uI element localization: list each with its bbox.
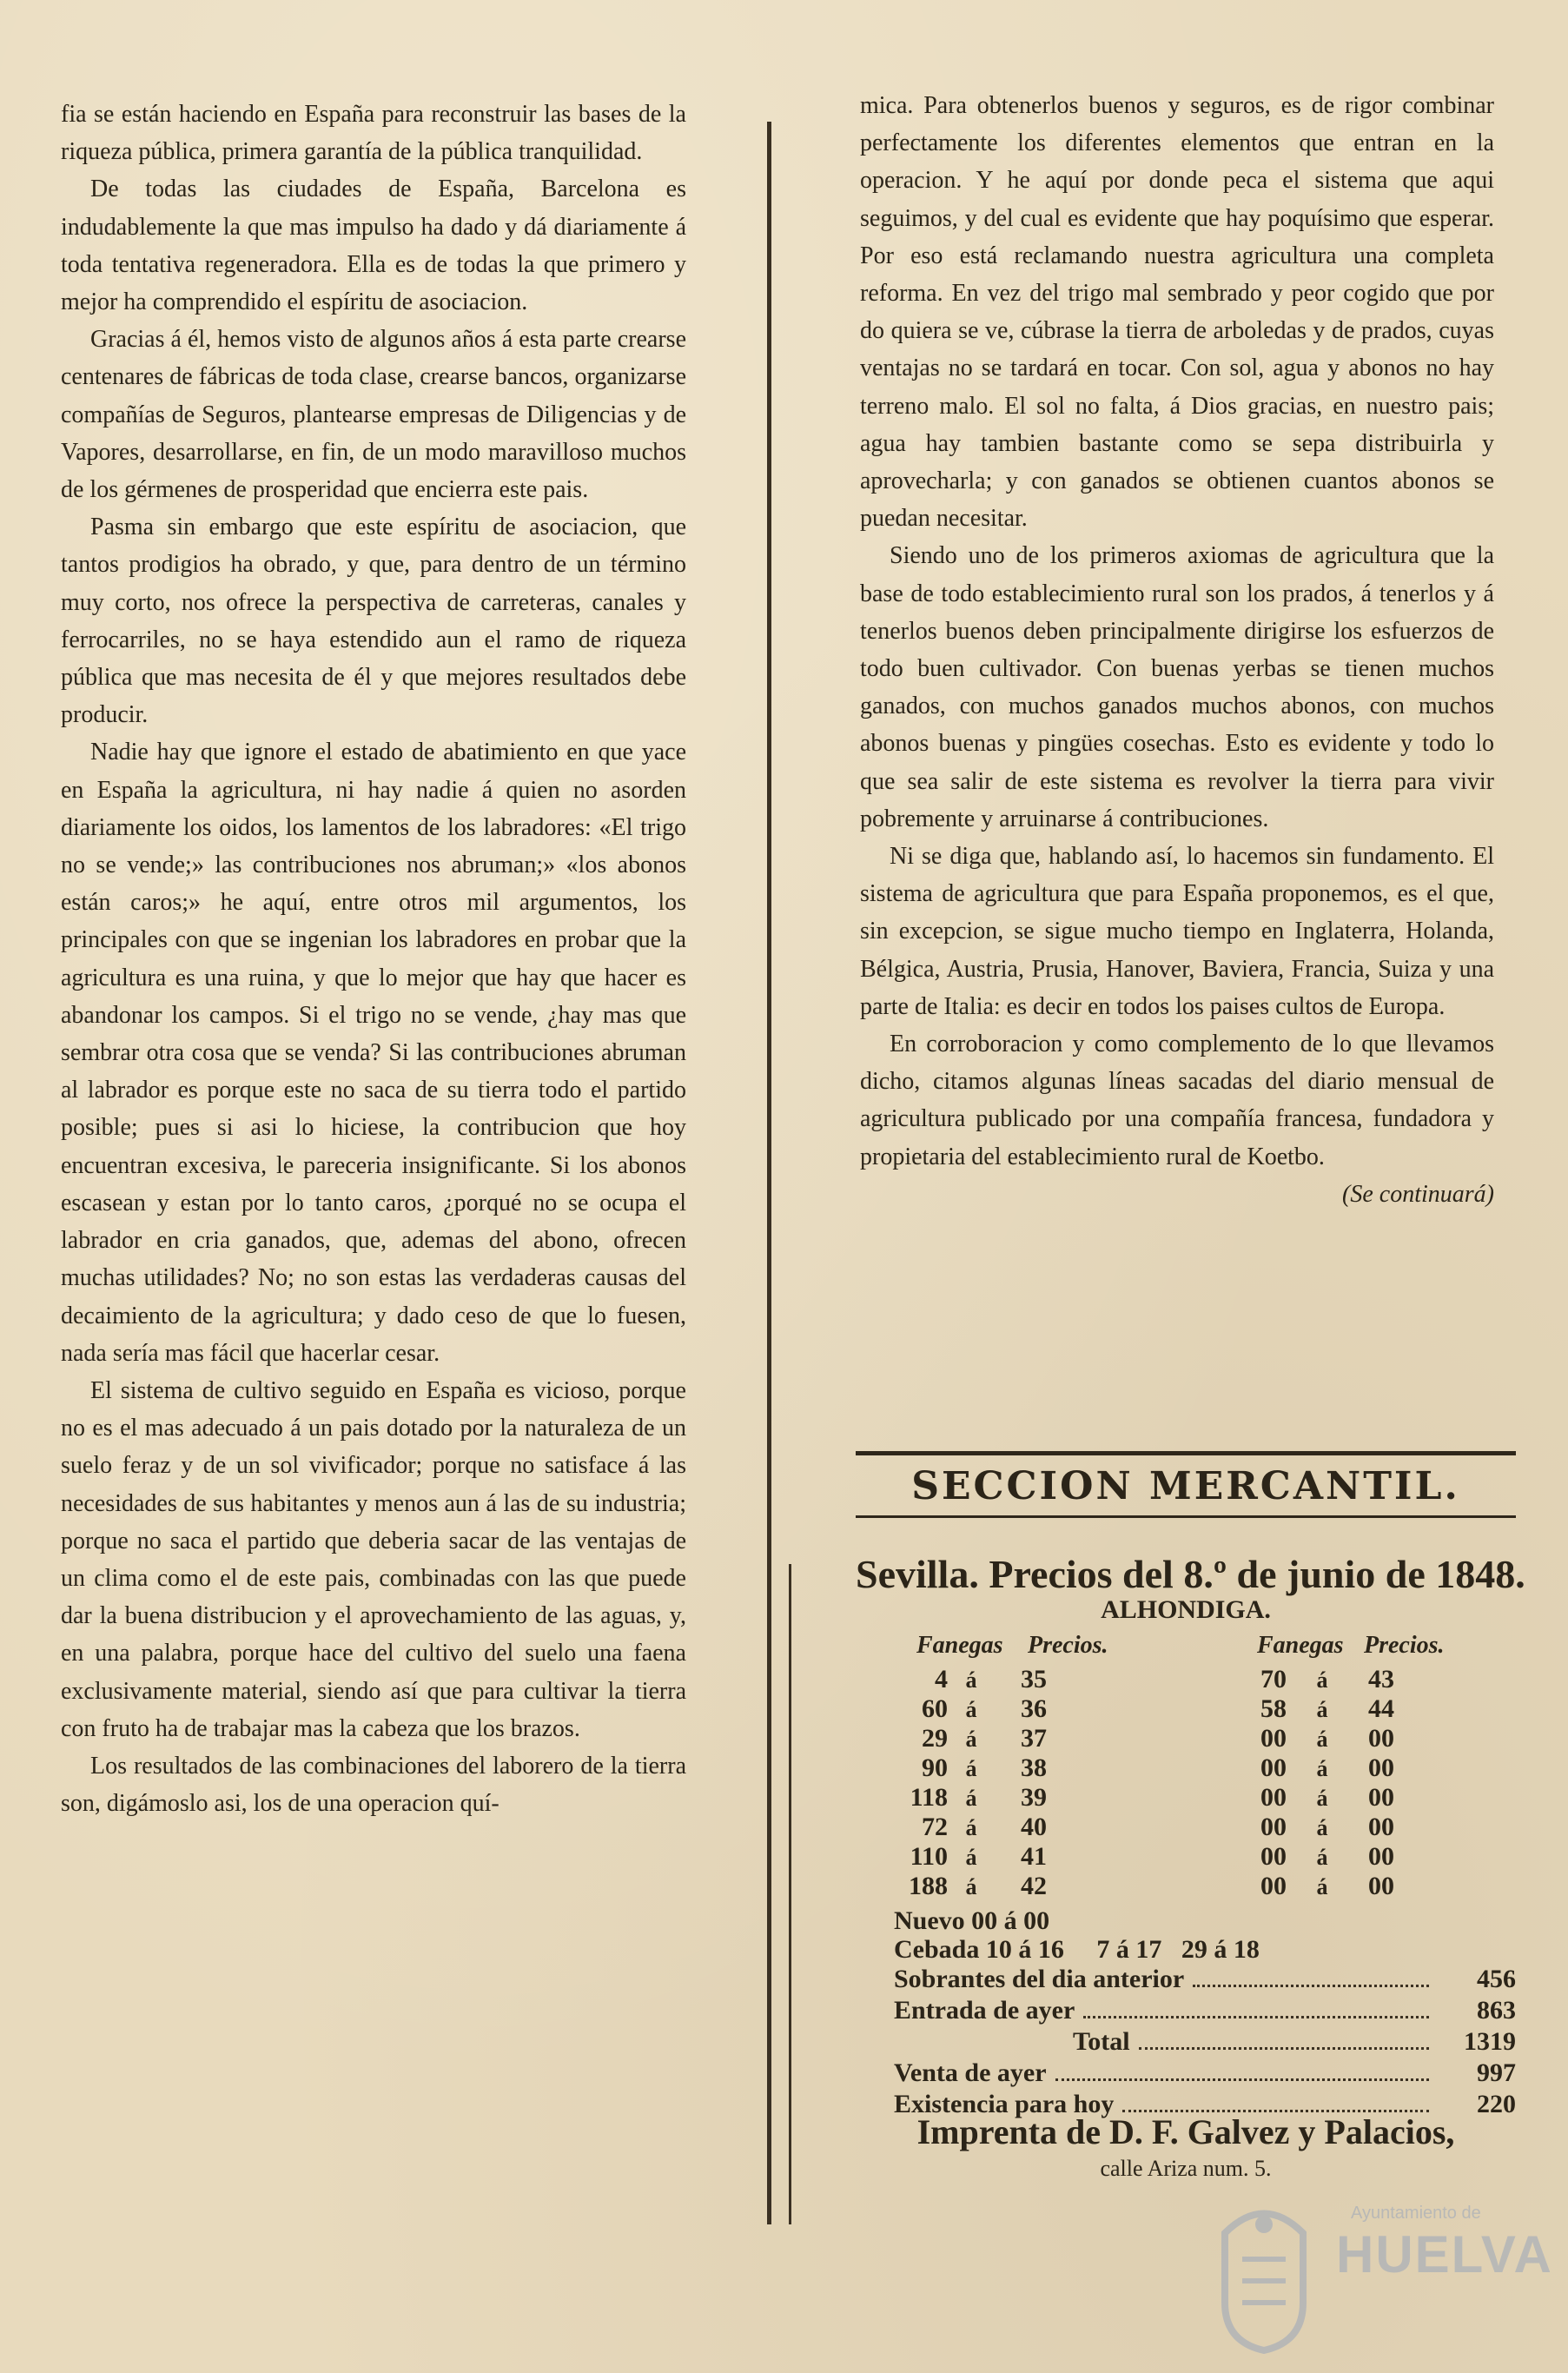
right-header-fanegas: Fanegas	[1257, 1632, 1344, 1659]
left-paragraph-6: El sistema de cultivo seguido en España es vicioso, porque no es el mas adecuado á un pais dotado por la naturaleza de un suelo feraz y de un sol vivificador; porque no satisface á las necesidades de sus habitantes y menos aun á las de su industria; porque no saca el partido que deberia sacar de las ventajas de un clima como el de este pais, combinadas con las que puede dar la buena distribucion y el aprovechamiento de las aguas, y, en una palabra, porque hace del cultivo del suelo una faena exclusivamente material, siendo así que para cultivar la tierra con fruto ha de trabajar mas la cabeza que los brazos.	[61, 1376, 686, 1742]
left-separator: á	[965, 1697, 977, 1722]
totals-row-venta	[894, 2058, 1516, 2089]
left-paragraph-5: Nadie hay que ignore el estado de abatimiento en que yace en España la agricultura, ni hay nadie á quien no asorden diariamente los oidos, los lamentos de los labradores: «El trigo no se vende;» las contribuciones nos abruman;» «los abonos están caros;» he aquí, entre otros mil argumentos, los principales con que se ingenian los labradores en probar que la agricultura es una ruina, y que lo mejor que hay que hacer es abandonar los campos. Si el trigo no se vende, ¿hay mas que sembrar otra cosa que se venda? Si las contribuciones abruman al labrador es porque este no saca de su tierra todo el partido posible; pues si asi lo hiciese, la contribucion que hoy encuentran excesiva, le pareceria insignificante. Si los abonos escasean y estan por lo tanto caros, ¿porqué no se ocupa el labrador en cria ganados, que, ademas del abono, ofrecen muchas utilidades? No; no son estas las verdaderas causas del decaimiento de la agricultura; y dado ceso de que lo fuesen, nada sería mas fácil que hacerlar cesar.	[61, 739, 686, 1367]
left-fanegas-cell: 110	[910, 1842, 948, 1871]
right-paragraph-2: Siendo uno de los primeros axiomas de agricultura que la base de todo establecimiento rural son los prados, á tenerlos y á tenerlos buenos deben principalmente dirigirse los esfuerzos de todo buen cultivador. Con buenas yerbas se tienen muchos ganados, con muchos ganados muchos abonos, con muchos abonos buenas y pingües cosechas. Esto es evidente y todo lo que sea salir de este sistema es revolver la tierra para vivir pobremente y arruinarse á contribuciones.	[860, 542, 1494, 832]
printer-imprint	[856, 2111, 1516, 2182]
watermark-big-text: HUELVA	[1336, 2225, 1553, 2284]
sobrantes-label: Sobrantes del dia anterior	[894, 1965, 1185, 1993]
totals	[856, 1964, 1516, 2120]
left-fanegas-cell: 4	[935, 1665, 948, 1694]
left-separator: á	[965, 1727, 977, 1752]
market-prices	[856, 1551, 1525, 2120]
entrada-label: Entrada de ayer	[894, 1996, 1075, 2025]
right-fanegas-cell: 00	[1260, 1783, 1287, 1812]
right-precio-cell: 00	[1368, 1872, 1394, 1900]
left-fanegas-cell: 72	[922, 1813, 948, 1841]
right-fanegas-cell: 00	[1260, 1753, 1287, 1782]
market-headline: Sevilla. Precios del 8.º de junio de 1848.	[856, 1552, 1525, 1596]
left-fanegas-cell: 188	[909, 1872, 948, 1900]
totals-row-entrada	[894, 1995, 1516, 2026]
totals-row-total	[1073, 2026, 1516, 2058]
left-paragraph-4: Pasma sin embargo que este espíritu de asociacion, que tantos prodigios ha obrado, y que, para dentro de un término muy corto, nos ofrece la perspectiva de carreteras, canales y ferrocarriles, no se haya estendido aun el ramo de riqueza pública que mas necesita de él y que mejores resultados debe producir.	[61, 514, 686, 729]
left-precio-cell: 39	[1021, 1783, 1047, 1812]
right-fanegas-cell: 00	[1260, 1724, 1287, 1753]
left-paragraph-1: fia se están haciendo en España para reconstruir las bases de la riqueza pública, primera garantía de la pública tranquilidad.	[61, 101, 686, 166]
venta-value: 997	[1477, 2058, 1516, 2087]
left-paragraph-7: Los resultados de las combinaciones del laborero de la tierra son, digámoslo asi, los de una operacion quí-	[61, 1752, 686, 1818]
price-table	[856, 1632, 1516, 1906]
left-fanegas-cell: 90	[922, 1753, 948, 1782]
right-precio-cell: 00	[1368, 1783, 1394, 1812]
total-value: 1319	[1464, 2027, 1516, 2056]
section-title: SECCION MERCANTIL.	[911, 1464, 1460, 1508]
section-header	[856, 1451, 1516, 1518]
right-separator: á	[1316, 1845, 1328, 1870]
left-fanegas-cell: 29	[922, 1724, 948, 1753]
left-fanegas-cell: 118	[910, 1783, 948, 1812]
existencia-value: 220	[1477, 2090, 1516, 2118]
left-separator: á	[965, 1845, 977, 1870]
totals-row-sobrantes	[894, 1964, 1516, 1995]
market-left-rule	[789, 1564, 791, 2224]
left-precio-cell: 41	[1021, 1842, 1047, 1871]
left-precio-cell: 36	[1021, 1694, 1047, 1723]
right-fanegas-cell: 00	[1260, 1872, 1287, 1900]
leader-dots	[1083, 2016, 1429, 2018]
archive-watermark	[1207, 2198, 1553, 2359]
cebada-line: Cebada 10 á 16 7 á 17 29 á 18	[894, 1935, 1260, 1964]
printer-name: Imprenta de D. F. Galvez y Palacios,	[916, 2112, 1455, 2151]
left-header-precios: Precios.	[1028, 1632, 1108, 1659]
left-header-fanegas: Fanegas	[916, 1632, 1003, 1659]
right-paragraph-3: Ni se diga que, hablando así, lo hacemos sin fundamento. El sistema de agricultura que para España proponemos, es el que, sin excepcion, se sigue mucho tiempo en Inglaterra, Holanda, Bélgica, Austria, Prusia, Hanover, Baviera, Francia, Suiza y una parte de Italia: es decir en todos los paises cultos de Europa.	[860, 843, 1494, 1020]
leader-dots	[1139, 2047, 1429, 2050]
right-header-precios: Precios.	[1364, 1632, 1445, 1659]
right-separator: á	[1316, 1756, 1328, 1781]
right-precio-cell: 00	[1368, 1813, 1394, 1841]
right-precio-cell: 00	[1368, 1724, 1394, 1753]
left-paragraph-2: De todas las ciudades de España, Barcelona es indudablemente la que mas impulso ha dado y dá diariamente á toda tentativa regeneradora. Ella es de todas la que primero y mejor ha comprendido el espíritu de asociacion.	[61, 176, 686, 316]
total-label: Total	[1073, 2027, 1130, 2056]
sobrantes-value: 456	[1477, 1965, 1516, 1993]
right-separator: á	[1316, 1697, 1328, 1722]
printer-address: calle Ariza num. 5.	[1100, 2156, 1272, 2181]
leader-dots	[1193, 1985, 1429, 1987]
left-precio-cell: 38	[1021, 1753, 1047, 1782]
left-separator: á	[965, 1667, 977, 1693]
leader-dots	[1055, 2078, 1429, 2081]
entrada-value: 863	[1477, 1996, 1516, 2025]
right-separator: á	[1316, 1786, 1328, 1811]
left-column	[61, 96, 686, 1822]
left-separator: á	[965, 1756, 977, 1781]
right-separator: á	[1316, 1815, 1328, 1840]
right-precio-cell: 00	[1368, 1842, 1394, 1871]
left-separator: á	[965, 1874, 977, 1899]
left-precio-cell: 35	[1021, 1665, 1047, 1694]
continued-note: (Se continuará)	[1342, 1180, 1494, 1208]
left-precio-cell: 42	[1021, 1872, 1047, 1900]
section-rule-top	[856, 1451, 1516, 1455]
right-fanegas-cell: 00	[1260, 1842, 1287, 1871]
right-precio-cell: 43	[1368, 1665, 1394, 1694]
right-precio-cell: 44	[1368, 1694, 1394, 1723]
left-separator: á	[965, 1815, 977, 1840]
right-fanegas-cell: 00	[1260, 1813, 1287, 1841]
left-fanegas-cell: 60	[922, 1694, 948, 1723]
watermark-small-text: Ayuntamiento de	[1351, 2204, 1481, 2223]
city-shield-icon	[1207, 2198, 1320, 2355]
left-separator: á	[965, 1786, 977, 1811]
right-precio-cell: 00	[1368, 1753, 1394, 1782]
venta-label: Venta de ayer	[894, 2058, 1047, 2087]
right-column	[860, 87, 1494, 1213]
column-divider	[767, 122, 771, 2224]
left-paragraph-3: Gracias á él, hemos visto de algunos años á esta parte crearse centenares de fábricas de toda clase, crearse bancos, organizarse compañías de Seguros, plantearse empresas de Diligencias y de Vapores, desarrollarse, en fin, de un modo maravilloso muchos de los gérmenes de prosperidad que encierra este pais.	[61, 326, 686, 504]
existencia-label: Existencia para hoy	[894, 2090, 1115, 2118]
left-precio-cell: 40	[1021, 1813, 1047, 1841]
right-paragraph-4-text: En corroboracion y como complemento de lo que llevamos dicho, citamos algunas líneas sacadas del diario mensual de agricultura publicado por una compañía francesa, fundadora y propietaria del establecimiento rural de Koetbo.	[860, 1031, 1494, 1170]
section-rule-bottom	[856, 1515, 1516, 1518]
right-separator: á	[1316, 1874, 1328, 1899]
right-fanegas-cell: 70	[1260, 1665, 1287, 1694]
right-fanegas-cell: 58	[1260, 1694, 1287, 1723]
nuevo-line: Nuevo 00 á 00	[894, 1906, 1050, 1935]
right-paragraph-4	[860, 1025, 1494, 1208]
market-subheadline: ALHONDIGA.	[1101, 1595, 1271, 1624]
right-separator: á	[1316, 1727, 1328, 1752]
left-precio-cell: 37	[1021, 1724, 1047, 1753]
right-paragraph-1: mica. Para obtenerlos buenos y seguros, es de rigor combinar perfectamente los diferentes elementos que entran en la operacion. Y he aquí por donde peca el sistema que aqui seguimos, y del cual es evidente que hay poquísimo que esperar. Por eso está reclamando nuestra agricultura una completa reforma. En vez del trigo mal sembrado y peor cogido que por do quiera se ve, cúbrase la tierra de arboledas y de prados, cuyas ventajas no se tardará en tocar. Con sol, agua y abonos no hay terreno malo. El sol no falta, á Dios gracias, en nuestro pais; agua hay tambien bastante como se sepa distribuirla y aprovecharla; y con ganados se obtienen cuantos abonos se puedan necesitar.	[860, 92, 1494, 533]
right-separator: á	[1316, 1667, 1328, 1693]
